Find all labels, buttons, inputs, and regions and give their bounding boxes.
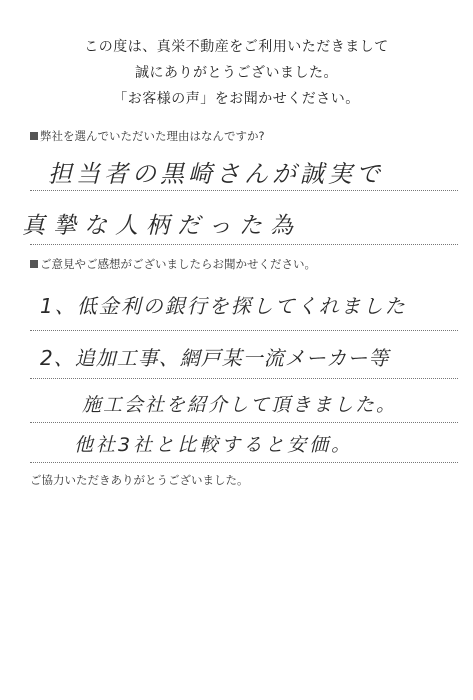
- dotted-rule: [30, 190, 458, 191]
- question-2-label: ご意見やご感想がございましたらお聞かせください。: [40, 257, 316, 271]
- footer-thanks: ご協力いただきありがとうございました。: [30, 473, 249, 487]
- dotted-rule: [30, 244, 458, 245]
- answer-2-line-3: 施工会社を紹介して頂きました。: [82, 394, 398, 416]
- answer-1-line-1: 担当者の黒崎さんが誠実で: [48, 160, 384, 188]
- answer-2-line-1: 1、低金利の銀行を探してくれました: [40, 294, 407, 318]
- answer-2-line-2: 2、追加工事、網戸某一流メーカー等: [40, 346, 390, 370]
- intro-line-3: 「お客様の声」をお聞かせください。: [113, 91, 360, 107]
- answer-2-line-4: 他社3社と比較すると安価。: [74, 434, 354, 456]
- square-bullet-icon: [30, 132, 38, 140]
- question-1-label: 弊社を選んでいただいた理由はなんですか?: [40, 129, 265, 143]
- dotted-rule: [30, 378, 458, 379]
- square-bullet-icon: [30, 260, 38, 268]
- question-1: [30, 128, 265, 144]
- question-2: [30, 256, 316, 272]
- intro-line-2: 誠にありがとうございました。: [135, 65, 338, 81]
- intro-line-1: この度は、真栄不動産をご利用いただきまして: [84, 39, 389, 55]
- dotted-rule: [30, 330, 458, 331]
- dotted-rule: [30, 422, 458, 423]
- dotted-rule: [30, 462, 458, 463]
- answer-1-line-2: 真摯な人柄だった為: [22, 213, 301, 239]
